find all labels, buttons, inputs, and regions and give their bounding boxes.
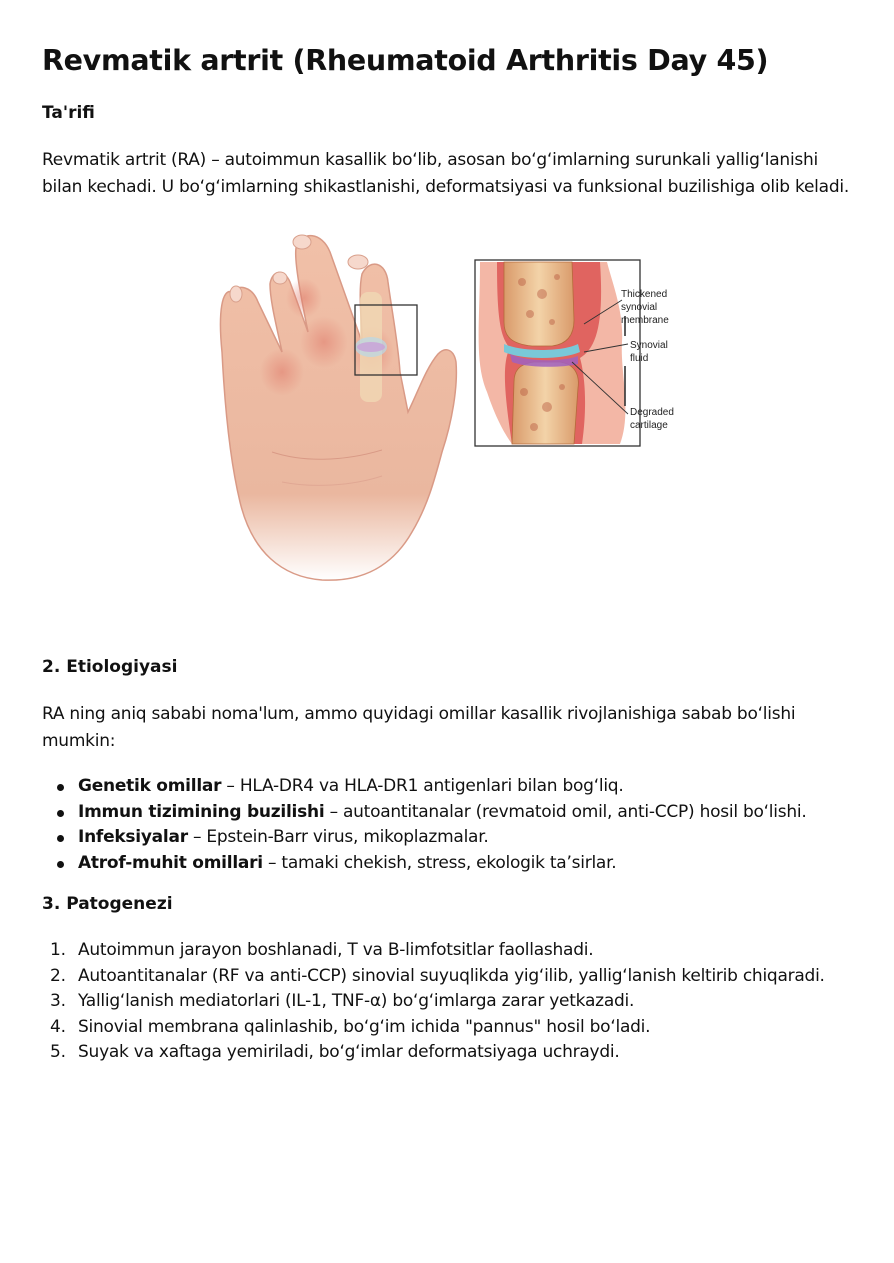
item-term: Genetik omillar — [78, 776, 222, 796]
list-item — [42, 774, 807, 800]
item-term: Infeksiyalar — [78, 827, 188, 847]
list-item — [42, 1015, 825, 1041]
definition-paragraph — [42, 147, 862, 201]
list-item — [42, 964, 825, 990]
item-text: – HLA-DR4 va HLA-DR1 antigenlari bilan bog‘liq. — [221, 776, 624, 796]
list-item — [42, 800, 807, 826]
etiology-heading: 2. Etiologiyasi — [42, 657, 178, 677]
list-item — [42, 825, 807, 851]
pathogenesis-heading: 3. Patogenezi — [42, 894, 173, 914]
label-cartilage-line: Degraded — [630, 407, 674, 418]
illustration-svg — [212, 222, 682, 582]
item-text: – Epstein-Barr virus, mikoplazmalar. — [187, 827, 489, 847]
step-number: 1. — [50, 940, 66, 960]
label-thickened-line: Thickened — [621, 289, 668, 300]
definition-line: bilan kechadi. U bo‘g‘imlarning shikastlanishi, deformatsiyasi va funksional buzilishiga olib keladi. — [42, 177, 849, 197]
joint-cross-section — [475, 260, 640, 446]
pathogenesis-list — [42, 938, 825, 1066]
label-fluid-line: Synovial — [630, 340, 668, 351]
definition-line: Revmatik artrit (RA) – autoimmun kasallik bo‘lib, asosan bo‘g‘imlarning surunkali yallig‘lanishi — [42, 150, 819, 170]
label-thickened-line: synovial — [621, 302, 658, 313]
step-text: Sinovial membrana qalinlashib, bo‘g‘im ichida "pannus" hosil bo‘ladi. — [78, 1016, 651, 1037]
etiology-intro-line: mumkin: — [42, 731, 116, 751]
item-term: Immun tizimining buzilishi — [78, 801, 325, 822]
label-thickened-line: membrane — [621, 315, 669, 326]
bullet-dot — [57, 861, 64, 868]
list-item — [42, 938, 825, 964]
etiology-intro-line: RA ning aniq sababi noma'lum, ammo quyidagi omillar kasallik rivojlanishiga sabab bo‘lishi — [42, 704, 796, 724]
bullet-dot — [57, 835, 64, 842]
item-term: Atrof-muhit omillari — [78, 852, 263, 873]
step-number: 4. — [50, 1016, 66, 1037]
etiology-list — [42, 774, 807, 876]
ra-hand-illustration — [212, 222, 682, 582]
step-text: Suyak va xaftaga yemiriladi, bo‘g‘imlar deformatsiyaga uchraydi. — [78, 1042, 620, 1062]
step-number: 5. — [50, 1042, 66, 1062]
step-number: 2. — [50, 965, 66, 986]
step-text: Autoimmun jarayon boshlanadi, T va B-limfotsitlar faollashadi. — [78, 940, 594, 960]
step-text: Yallig‘lanish mediatorlari (IL-1, TNF-α) bo‘g‘imlarga zarar yetkazadi. — [78, 991, 635, 1011]
item-text: – tamaki chekish, stress, ekologik ta’sirlar. — [262, 852, 617, 873]
hand-drawing — [220, 235, 456, 580]
label-cartilage-line: cartilage — [630, 420, 668, 431]
etiology-intro — [42, 701, 862, 755]
list-item — [42, 851, 807, 877]
definition-heading: Ta'rifi — [42, 103, 95, 123]
label-fluid-line: fluid — [630, 353, 649, 364]
page-title: Revmatik artrit (Rheumatoid Arthritis Day 45) — [42, 44, 769, 77]
bullet-dot — [57, 784, 64, 791]
step-number: 3. — [50, 991, 66, 1011]
list-item — [42, 989, 825, 1015]
list-item — [42, 1040, 825, 1066]
item-text: – autoantitanalar (revmatoid omil, anti-CCP) hosil bo‘lishi. — [324, 801, 807, 822]
bullet-dot — [57, 810, 64, 817]
step-text: Autoantitanalar (RF va anti-CCP) sinovial suyuqlikda yig‘ilib, yallig‘lanish keltirib chiqaradi. — [78, 965, 825, 986]
